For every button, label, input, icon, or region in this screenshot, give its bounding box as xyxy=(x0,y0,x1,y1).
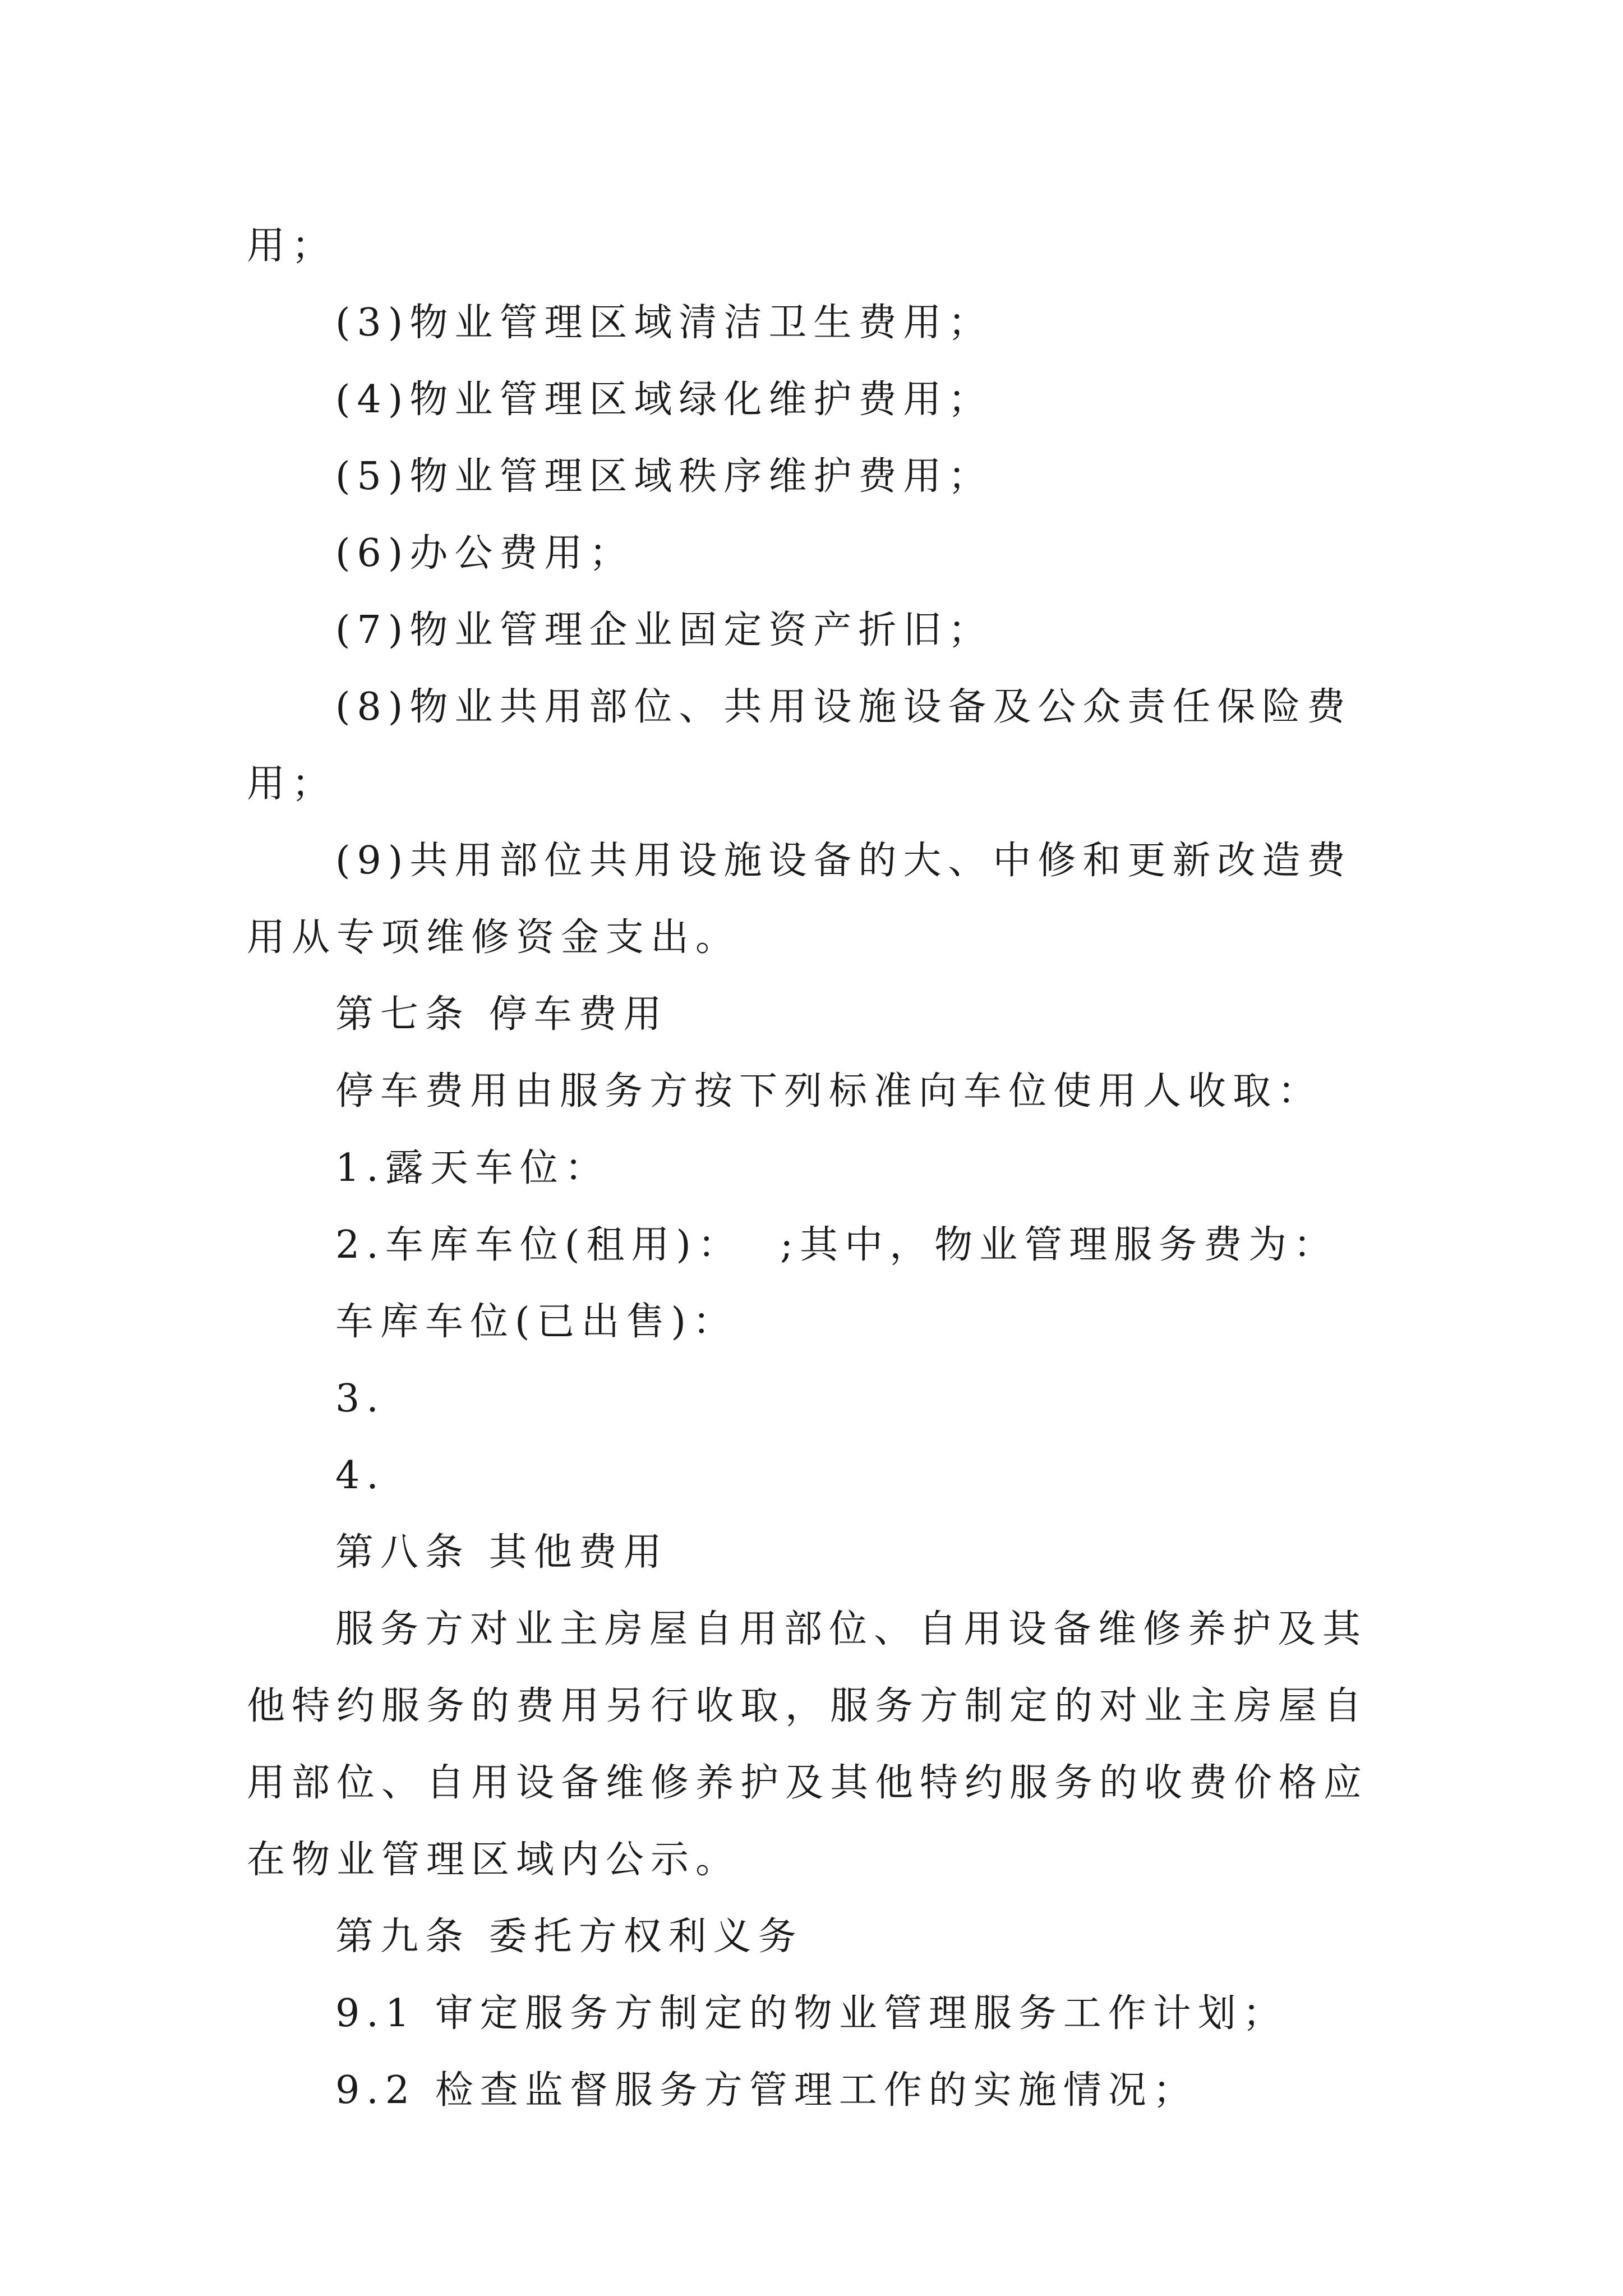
paragraph-parking-item-3: 3. xyxy=(335,1377,385,1421)
paragraph-item-9: (9)共用部位共用设施设备的大、中修和更新改造费用从专项维修资金支出。 xyxy=(247,839,1352,960)
paragraph-fee-continuation: 用； xyxy=(247,224,337,268)
paragraph-parking-garage-rented: 2.车库车位(租用)： ;其中，物业管理服务费为： xyxy=(335,1223,1339,1267)
section-heading-article-8: 第八条 其他费用 xyxy=(335,1530,668,1575)
paragraph-item-7: (7)物业管理企业固定资产折旧； xyxy=(335,608,993,652)
document-body xyxy=(247,208,1391,2129)
paragraph-item-4: (4)物业管理区域绿化维护费用； xyxy=(335,378,993,422)
paragraph-item-9-1: 9.1 审定服务方制定的物业管理服务工作计划； xyxy=(335,1991,1288,2036)
section-heading-article-7: 第七条 停车费用 xyxy=(335,992,668,1037)
paragraph-parking-open-air: 1.露天车位： xyxy=(335,1146,610,1190)
paragraph-item-3: (3)物业管理区域清洁卫生费用； xyxy=(335,301,993,345)
paragraph-other-fees: 服务方对业主房屋自用部位、自用设备维修养护及其他特约服务的费用另行收取，服务方制定的对业主房屋自用部位、自用设备维修养护及其他特约服务的收费价格应在物业管理区域内公示。 xyxy=(247,1607,1369,1882)
section-heading-article-9: 第九条 委托方权利义务 xyxy=(335,1915,803,1959)
paragraph-parking-intro: 停车费用由服务方按下列标准向车位使用人收取： xyxy=(335,1069,1323,1114)
paragraph-parking-item-4: 4. xyxy=(335,1453,385,1498)
paragraph-parking-garage-sold: 车库车位(已出售)： xyxy=(335,1300,738,1344)
paragraph-item-8: (8)物业共用部位、共用设施设备及公众责任保险费用； xyxy=(247,685,1352,806)
paragraph-item-5: (5)物业管理区域秩序维护费用； xyxy=(335,454,993,499)
paragraph-item-9-2: 9.2 检查监督服务方管理工作的实施情况； xyxy=(335,2068,1198,2113)
paragraph-item-6: (6)办公费用； xyxy=(335,531,634,576)
